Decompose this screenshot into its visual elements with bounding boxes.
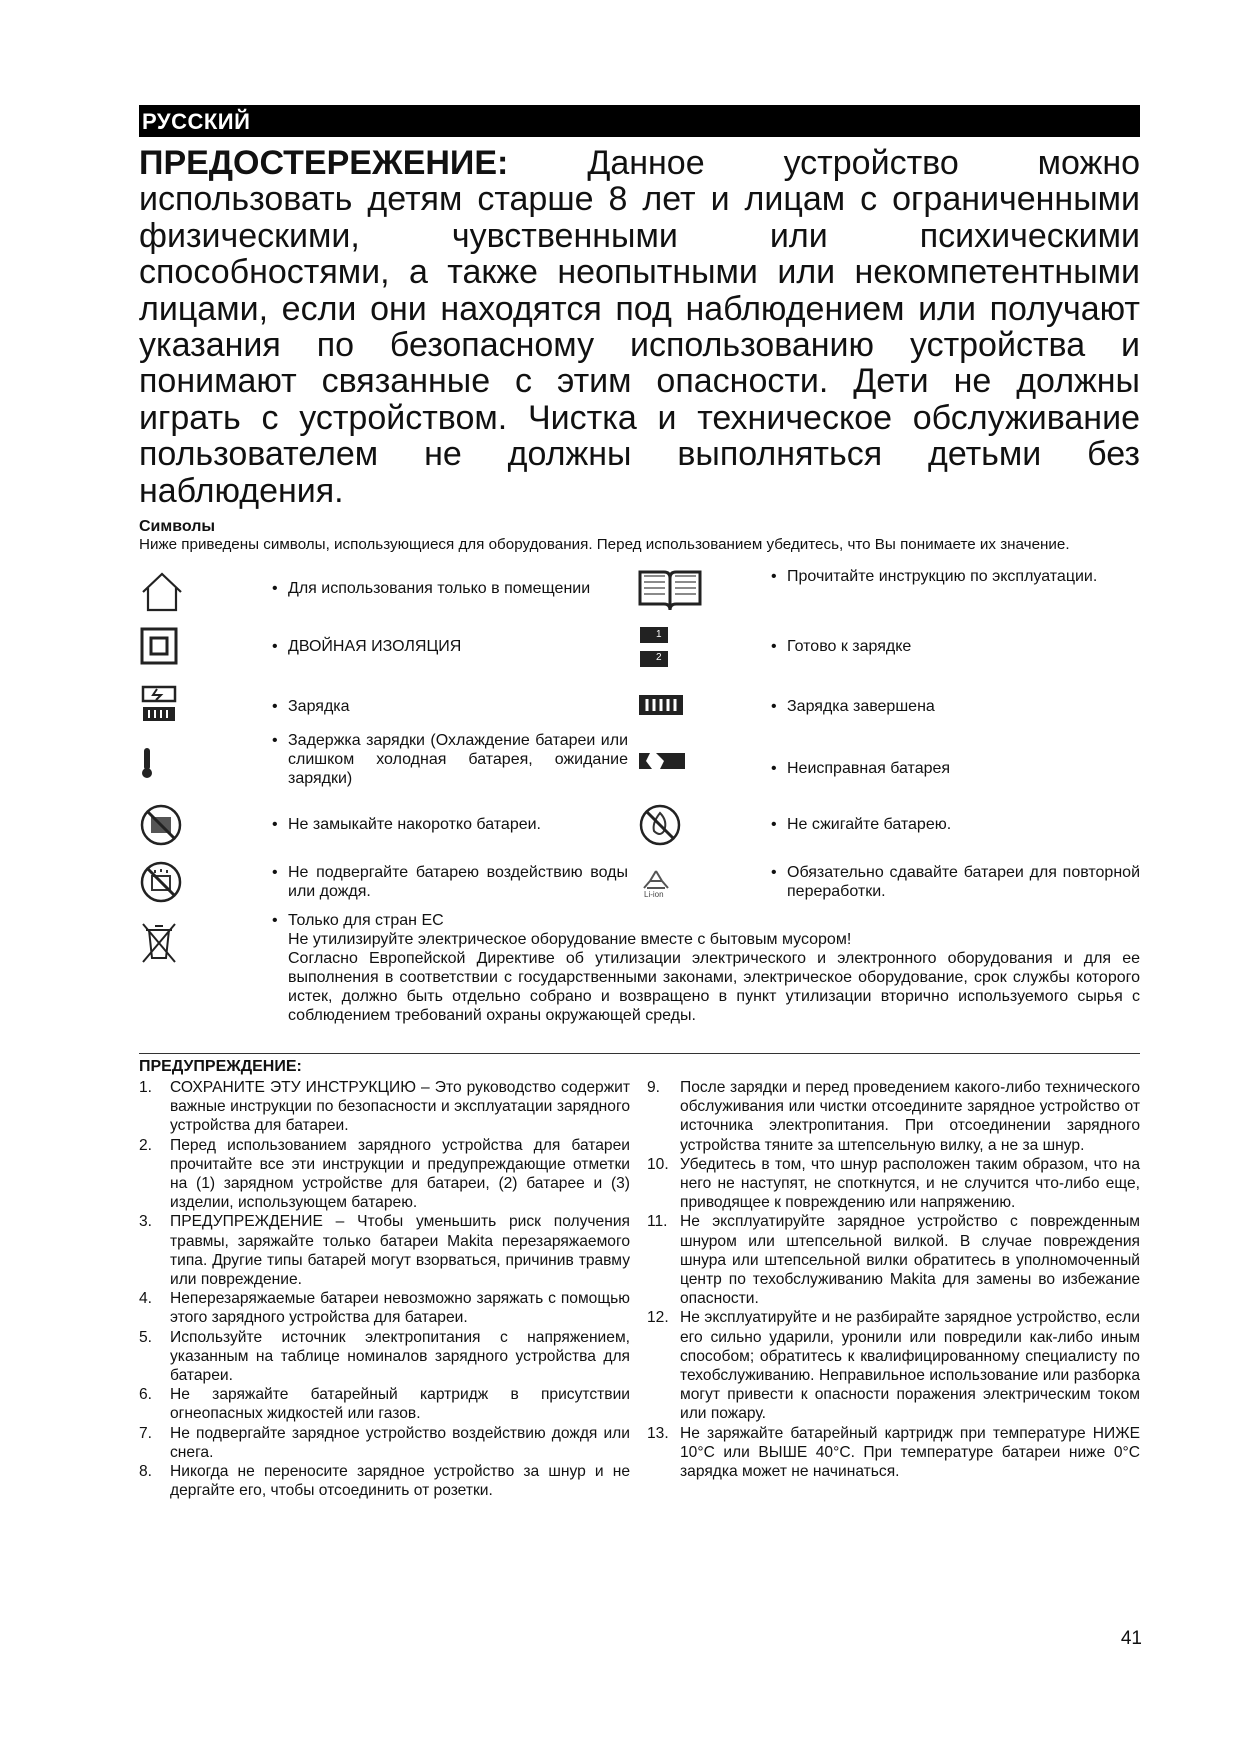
symbol-text-charging: • Зарядка <box>272 697 350 715</box>
ready-to-charge-icon: 1 2 <box>638 625 674 669</box>
section-divider <box>139 1053 1140 1054</box>
language-header: РУССКИЙ <box>139 105 1140 137</box>
symbol-text-read-manual: • Прочитайте инструкцию по эксплуатации. <box>771 567 1098 585</box>
eu-title: Только для стран ЕС <box>288 911 444 929</box>
symbol-text-ready: • Готово к зарядке <box>771 637 912 655</box>
precaution-item: 8. Никогда не переносите зарядное устройство за шнур и не дергайте его, чтобы отсоединить от розетки. <box>139 1463 630 1500</box>
precautions-title: ПРЕДУПРЕЖДЕНИЕ: <box>139 1058 302 1075</box>
symbols-table <box>139 569 1140 1069</box>
precaution-item: 10. Убедитесь в том, что шнур расположен таким образом, что на него не наступят, не споткнутся, и не случится что-либо еще, приводящее к повреждению или напряжению. <box>647 1155 1140 1212</box>
precaution-item: 6. Не заряжайте батарейный картридж в присутствии огнеопасных жидкостей или газов. <box>139 1386 630 1423</box>
symbol-text-no-short: • Не замыкайте накоротко батареи. <box>272 815 541 833</box>
eu-line1: Не утилизируйте электрическое оборудование вместе с бытовым мусором! <box>288 930 852 948</box>
symbol-text-complete: • Зарядка завершена <box>771 697 935 715</box>
warning-label: ПРЕДОСТЕРЕЖЕНИЕ: <box>139 144 509 182</box>
precaution-item: 1. СОХРАНИТЕ ЭТУ ИНСТРУКЦИЮ – Это руководство содержит важные инструкции по безопасности и эксплуатации зарядного устройства для батареи. <box>139 1079 630 1135</box>
no-water-icon <box>139 860 183 904</box>
precaution-item: 11. Не эксплуатируйте зарядное устройство с поврежденным шнуром или штепсельной вилкой. В случае повреждения шнура или штепсельной вилки обратитесь в уполномоченный центр по техобслуживанию Makita для замены во избежание опасности. <box>647 1213 1140 1308</box>
thermometer-icon <box>139 745 155 781</box>
precaution-item: 12. Не эксплуатируйте и не разбирайте зарядное устройство, если его сильно ударили, уронили или повредили как-либо иным способом; обратитесь к квалифицированному специалисту по техобслуживанию. Неправильное использование или разборка могут привести к опасности поражения электрическим током или пожару. <box>647 1309 1140 1423</box>
warning-text: Данное устройство можно использовать детям старше 8 лет и лицам с ограниченными физическими, чувственными или психическими способностями, а также неопытными или некомпетентными лицами, если они находятся под наблюдением или получают указания по безопасному использованию устройства и понимают связанные с этим опасности. Дети не должны играть с устройством. Чистка и техническое обслуживание пользователем не должны выполняться детьми без наблюдения. <box>139 144 1140 510</box>
eu-disposal-text: • Только для стран ЕС Не утилизируйте электрическое оборудование вместе с бытовым мусором! Согласно Европейской Директиве об утилизации электрического и электронного оборудования и для ее выполнения в соответствии с государственными законами, электрическое оборудование, срок службы которого истек, должно быть отдельно собрано и возвращено в пункт утилизации вторично используемого сырья с соблюдением требований охраны окружающей среды. <box>272 911 1140 1024</box>
recycle-icon: Li-ion <box>638 862 674 902</box>
symbol-text-no-burn: • Не сжигайте батарею. <box>771 815 952 833</box>
book-icon <box>638 565 702 613</box>
symbols-title: Символы <box>139 518 216 536</box>
precautions-left-column <box>139 1078 630 1500</box>
symbol-text-double-insulation: • ДВОЙНАЯ ИЗОЛЯЦИЯ <box>272 637 462 655</box>
precaution-item: 13. Не заряжайте батарейный картридж при температуре НИЖЕ 10°C или ВЫШЕ 40°C. При температуре батареи ниже 0°C зарядка может не начинаться. <box>647 1424 1140 1481</box>
precaution-item: 4. Неперезаряжаемые батареи невозможно заряжать с помощью этого зарядного устройства для батареи. <box>139 1290 630 1327</box>
no-burn-icon <box>638 803 682 847</box>
warning-paragraph <box>139 145 1140 509</box>
symbol-text-indoor: • Для использования только в помещении <box>272 579 591 597</box>
symbol-text-faulty: • Неисправная батарея <box>771 759 951 777</box>
eu-line2: Согласно Европейской Директиве об утилизации электрического и электронного оборудования и для ее выполнения в соответствии с государственными законами, электрическое оборудование, срок службы которого истек, должно быть отдельно собрано и возвращено в пункт утилизации вторично используемого сырья с соблюдением требований охраны окружающей среды. <box>288 949 1140 1024</box>
crossed-bin-icon <box>139 920 179 964</box>
precaution-item: 7. Не подвергайте зарядное устройство воздействию дождя или снега. <box>139 1424 630 1461</box>
faulty-battery-icon <box>638 747 686 775</box>
charging-icon <box>139 684 179 724</box>
precaution-item: 5. Используйте источник электропитания с напряжением, указанным на таблице номиналов зарядного устройства для батареи. <box>139 1328 630 1385</box>
no-short-circuit-icon <box>139 803 183 847</box>
precaution-item: 3. ПРЕДУПРЕЖДЕНИЕ – Чтобы уменьшить риск получения травмы, заряжайте только батареи Makita перезаряжаемого типа. Другие типы батарей могут взорваться, причинив травму или повреждение. <box>139 1213 630 1289</box>
symbol-text-no-water: • Не подвергайте батарею воздействию воды или дождя. <box>272 863 628 900</box>
symbol-text-delay: • Задержка зарядки (Охлаждение батареи или слишком холодная батарея, ожидание зарядки) <box>272 731 628 787</box>
manual-page <box>139 105 1140 1500</box>
precaution-item: 9. После зарядки и перед проведением какого-либо технического обслуживания или чистки отсоедините зарядное устройство от источника электропитания. При отсоединении зарядного устройства тяните за штепсельную вилку, а не за шнур. <box>647 1079 1140 1154</box>
page-number: 41 <box>1120 1628 1142 1649</box>
symbol-text-recycle: • Обязательно сдавайте батареи для повторной переработки. <box>771 863 1140 900</box>
double-insulation-icon <box>139 626 179 666</box>
symbols-description: Ниже приведены символы, использующиеся для оборудования. Перед использованием убедитесь, что Вы понимаете их значение. <box>139 536 1070 554</box>
charge-complete-icon <box>638 691 684 719</box>
precautions-right-column <box>649 1078 1140 1481</box>
precaution-item: 2. Перед использованием зарядного устройства для батареи прочитайте все эти инструкции и предупреждающие отметки на (1) зарядном устройстве для батареи, (2) батарее и (3) изделии, использующем батарею. <box>139 1136 630 1212</box>
house-icon <box>139 569 185 615</box>
